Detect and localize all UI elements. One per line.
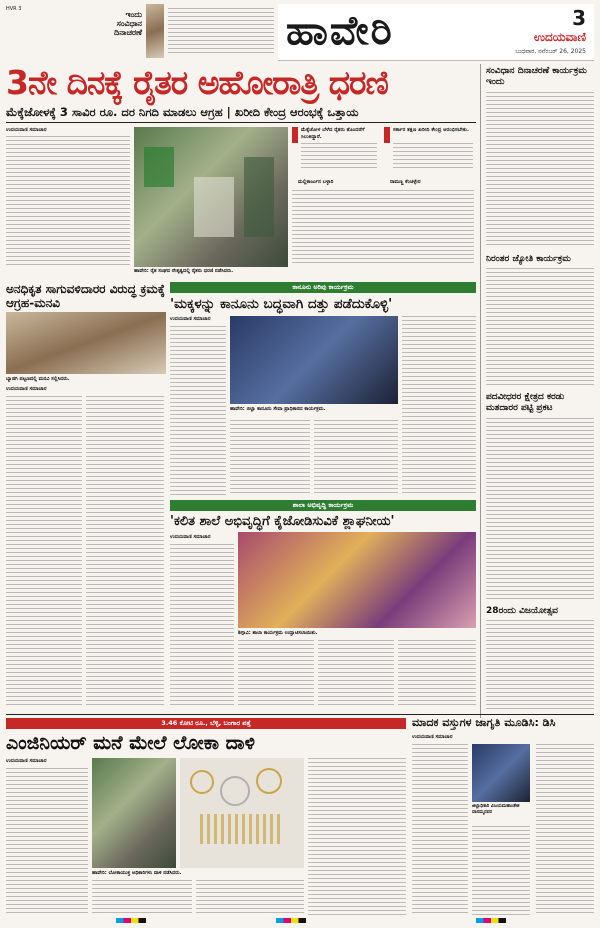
quote-icon	[292, 127, 298, 143]
masthead	[278, 4, 594, 61]
bottom-byline: ಉದಯವಾಣಿ ಸಮಾಚಾರ	[6, 758, 47, 764]
bottom-text	[6, 768, 88, 916]
bottom-right-byline: ಉದಯವಾಣಿ ಸಮಾಚಾರ	[412, 734, 453, 740]
left-story-caption: ಬ್ಯಾಡಗಿ ಪಟ್ಟಣದಲ್ಲಿ ಮನವಿ ಸಲ್ಲಿಸಿದರು.	[6, 376, 70, 382]
mid-headline: 'ಮಕ್ಕಳನ್ನು ಕಾನೂನು ಬದ್ಧವಾಗಿ ದತ್ತು ಪಡೆದುಕೊಳ್ಳಿ'	[170, 296, 393, 312]
left-story-headline: ಅನಧಿಕೃತ ಸಾಗುವಳಿದಾರರ ವಿರುದ್ಧ ಕ್ರಮಕ್ಕೆ ಆಗ್ರಹ-ಮನವಿ	[6, 282, 165, 310]
school-text	[238, 640, 314, 708]
registration-mark	[276, 918, 306, 923]
lead-headline: 3ನೇ ದಿನಕ್ಕೆ ರೈತರ ಅಹೋರಾತ್ರಿ ಧರಣಿ	[6, 63, 388, 102]
school-byline: ಉದಯವಾಣಿ ಸಮಾಚಾರ	[170, 534, 211, 540]
column-divider	[480, 64, 481, 718]
bottom-photo-house	[92, 758, 176, 868]
quote-text: ಮೆಕ್ಕೆಜೋಳ ಬೆಳೆದ ರೈತರು ತೊಂದರೆಗೆ ಸಿಲುಕಿದ್ದಾರೆ.	[301, 127, 365, 140]
bottom-right-headline: ಮಾದಕ ವಸ್ತುಗಳ ಜಾಗೃತಿ ಮೂಡಿಸಿ: ಡಿಸಿ	[412, 716, 556, 729]
teaser-photo	[146, 4, 164, 58]
masthead-teaser	[90, 10, 142, 37]
left-story-byline: ಉದಯವಾಣಿ ಸಮಾಚಾರ	[6, 386, 47, 392]
registration-mark	[116, 918, 146, 923]
lead-photo	[134, 127, 288, 267]
bottom-text	[92, 880, 192, 916]
divider	[6, 122, 476, 123]
school-kicker: ಶಾಲಾ ಅಭಿವೃದ್ಧಿ ಕಾರ್ಯಕ್ರಮ	[292, 501, 354, 509]
sidebar-text	[486, 92, 594, 248]
bottom-right-text	[472, 826, 530, 916]
lead-text-right	[292, 190, 474, 264]
bottom-headline: ಎಂಜಿನಿಯರ್ ಮನೆ ಮೇಲೆ ಲೋಕಾ ದಾಳಿ	[6, 732, 255, 754]
mid-kicker: ಕಾನೂನು ಅರಿವು ಕಾರ್ಯಕ್ರಮ	[292, 283, 354, 291]
left-story-text	[6, 396, 82, 708]
quote-icon	[384, 127, 390, 143]
school-kicker-bar	[170, 500, 476, 511]
mid-text	[230, 420, 310, 496]
quote-author: ರಾಮಣ್ಣ ಕೆಂಚಳ್ಳೇರ	[390, 179, 421, 185]
teaser-line: ಇಂದು	[125, 10, 142, 19]
mid-byline: ಉದಯವಾಣಿ ಸಮಾಚಾರ	[170, 316, 211, 322]
school-text	[170, 544, 234, 708]
mid-text	[170, 326, 226, 496]
masthead-title: ಹಾವೇರಿ	[286, 8, 394, 54]
dc-caption: ಜಿಲ್ಲಾಧಿಕಾರಿ ವಿಜಯಮಹಾಂತೇಶ ದಾನಮ್ಮನವರ	[472, 804, 520, 815]
page-code: HVR 3	[6, 6, 22, 12]
bottom-kicker-bar	[6, 718, 406, 729]
quote-author: ಮಲ್ಲಿಕಾರ್ಜುನ ಬಳ್ಳಾರಿ	[298, 179, 334, 185]
bottom-photo-jewellery	[180, 758, 304, 868]
teaser-line: ಸಂವಿಧಾನ	[116, 19, 142, 28]
paper-name: ಉದಯವಾಣಿ	[533, 30, 586, 44]
school-text	[318, 640, 394, 708]
sidebar-heading: ಸಂವಿಧಾನ ದಿನಾಚರಣೆ ಕಾರ್ಯಕ್ರಮ ಇಂದು	[486, 66, 587, 87]
bottom-right-text	[412, 744, 468, 916]
quote-text: ಸರ್ಕಾರ ತಕ್ಷಣ ಖರೀದಿ ಕೇಂದ್ರ ಆರಂಭಿಸಬೇಕು.	[393, 127, 469, 133]
mid-kicker-bar	[170, 282, 476, 293]
mid-text	[402, 316, 476, 496]
school-text	[398, 640, 476, 708]
school-photo	[238, 532, 476, 628]
left-story-text	[86, 396, 164, 708]
registration-mark	[476, 918, 506, 923]
sidebar-text	[486, 620, 594, 712]
sidebar-item	[486, 392, 594, 414]
issue-date: ಬುಧವಾರ, ನವೆಂಬರ್ 26, 2025	[515, 48, 586, 55]
sidebar-item	[486, 66, 594, 88]
sidebar-item	[486, 606, 594, 617]
school-photo-caption: ಶಿಗ್ಗಾವಿ: ಶಾಲಾ ಕಾರ್ಯಕ್ರಮ ಉದ್ಘಾಟಿಸಲಾಯಿತು.	[238, 630, 318, 636]
divider	[6, 714, 594, 715]
bottom-text	[196, 880, 304, 916]
lead-photo-caption: ಹಾವೇರಿ: ರೈತ ಸಂಘದ ನೇತೃತ್ವದಲ್ಲಿ ರೈತರು ಧರಣಿ ನಡೆಸಿದರು.	[134, 268, 234, 274]
sidebar-text	[486, 268, 594, 386]
bottom-kicker: 3.46 ಕೋಟಿ ರೂ., ಬೆಳ್ಳಿ, ಬಂಗಾರ ಪತ್ತೆ	[161, 719, 251, 727]
school-headline: 'ಕಲಿತ ಶಾಲೆ ಅಭಿವೃದ್ಧಿಗೆ ಕೈಜೋಡಿಸುವಿಕೆ ಶ್ಲಾಘನೀಯ'	[170, 514, 395, 529]
page-number: 3	[572, 6, 586, 30]
lead-byline: ಉದಯವಾಣಿ ಸಮಾಚಾರ	[6, 127, 47, 133]
left-story-photo	[6, 312, 166, 374]
sidebar-heading: ಪದವೀಧರರ ಕ್ಷೇತ್ರದ ಕರಡು ಮತದಾರರ ಪಟ್ಟಿ ಪ್ರಕಟ	[486, 392, 565, 413]
lead-subheadline: ಮೆಕ್ಕೆಜೋಳಕ್ಕೆ 3 ಸಾವಿರ ರೂ. ದರ ನಿಗದಿ ಮಾಡಲು ಆಗ್ರಹ | ಖರೀದಿ ಕೇಂದ್ರ ಆರಂಭಕ್ಕೆ ಒತ್ತಾಯ	[6, 105, 359, 119]
mid-text	[314, 420, 398, 496]
dc-photo	[472, 744, 530, 802]
mid-photo-caption: ಹಾವೇರಿ: ಜಿಲ್ಲಾ ಕಾನೂನು ಸೇವಾ ಪ್ರಾಧಿಕಾರದ ಕಾರ್ಯಕ್ರಮ.	[230, 406, 326, 412]
sidebar-text	[486, 418, 594, 600]
lead-text	[6, 136, 130, 266]
mid-photo	[230, 316, 398, 404]
sidebar-heading: ನಿರಂತರ ಜ್ಯೋತಿ ಕಾರ್ಯಕ್ರಮ	[486, 254, 571, 264]
bottom-photo-caption: ಹಾವೇರಿ: ಲೋಕಾಯುಕ್ತ ಅಧಿಕಾರಿಗಳು ದಾಳಿ ನಡೆಸಿದರು.	[92, 870, 182, 876]
bottom-text	[308, 758, 406, 916]
sidebar-item	[486, 254, 594, 265]
teaser-text	[168, 8, 274, 56]
sidebar-heading: 28ರಂದು ವಿಜಯೋತ್ಸವ	[486, 606, 558, 616]
teaser-line: ದಿನಾಚರಣೆ	[114, 28, 142, 37]
bottom-right-text	[536, 744, 594, 916]
